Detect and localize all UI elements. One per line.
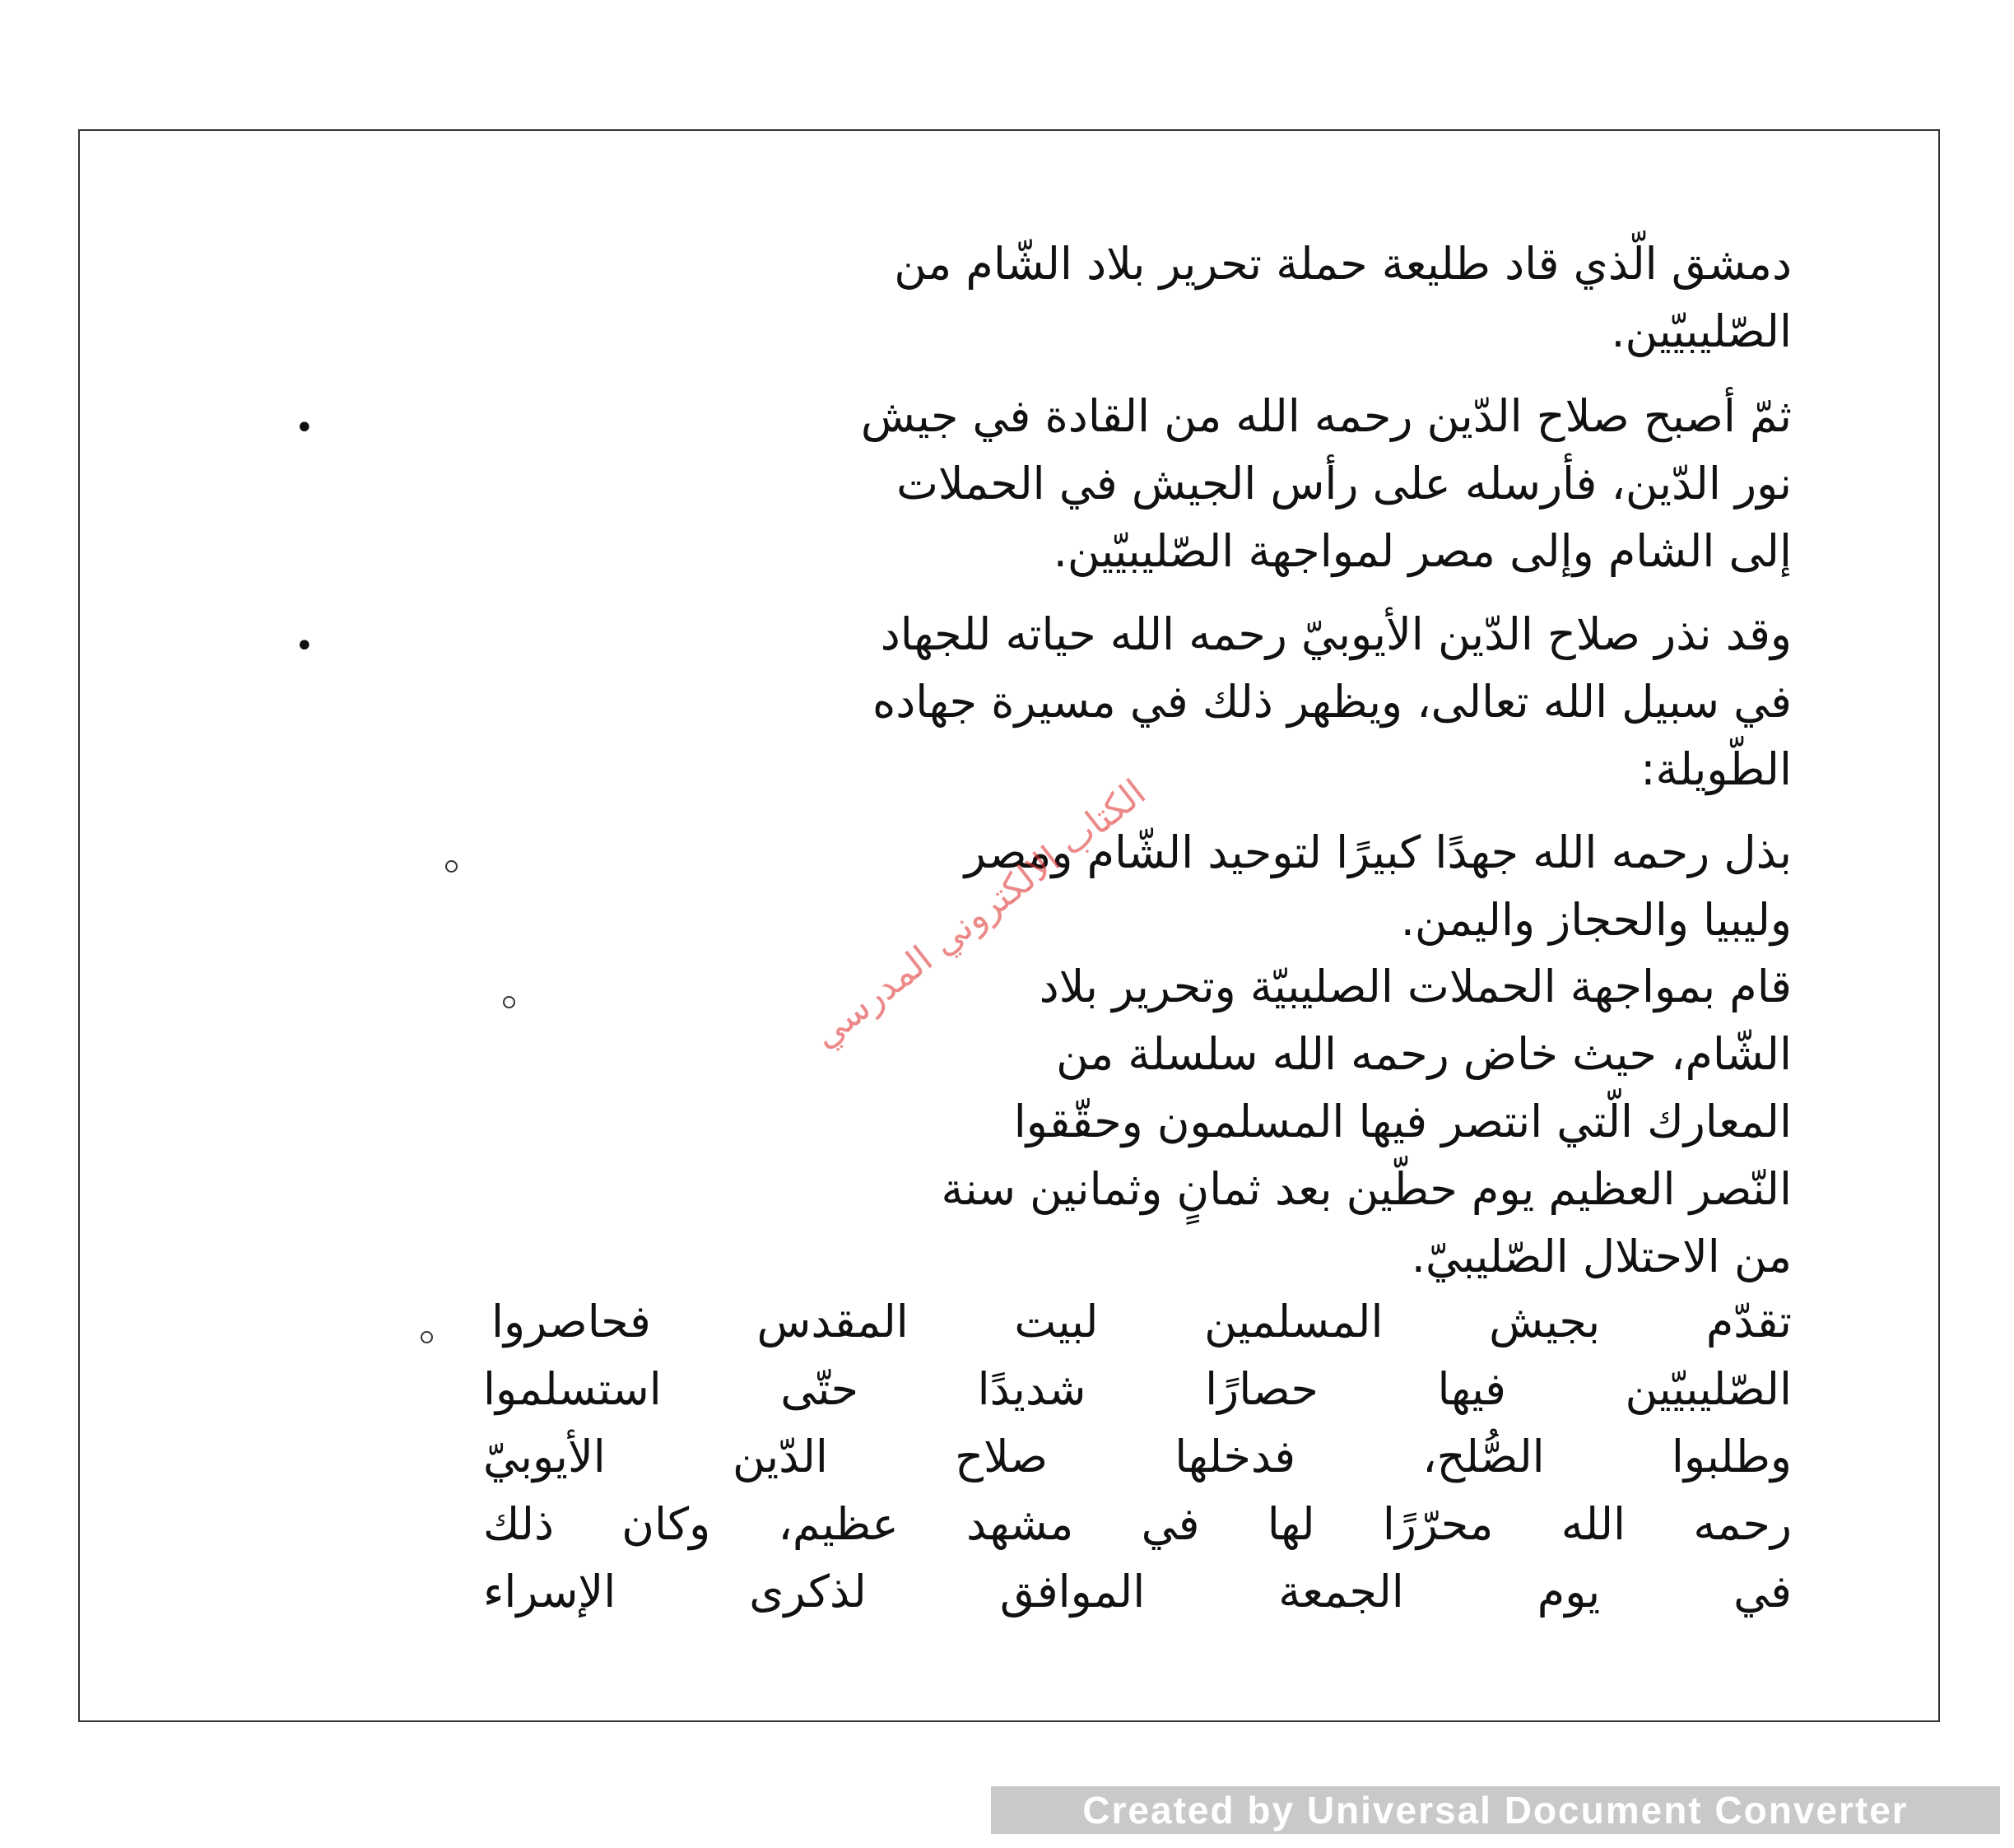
text-line: الشّام، حيث خاض رحمه الله سلسلة من: [1056, 1028, 1792, 1080]
sub-bullet-icon: [503, 996, 515, 1008]
text-line: وليبيا والحجاز واليمن.: [1400, 894, 1792, 946]
paragraph-intro: [450, 230, 1792, 365]
watermark-stamp: الكتاب الالكتروني المدرسي: [805, 771, 1154, 1057]
bullet-point: •: [295, 409, 314, 447]
sub-bullet-icon: [421, 1331, 433, 1343]
text-line: الصّليبيّين فيها حصارًا شديدًا حتّى استسلموا: [483, 1363, 1792, 1415]
text-line: رحمه الله محرّرًا لها في مشهد عظيم، وكان ذلك: [483, 1498, 1792, 1550]
text-line: الطّويلة:: [1640, 743, 1792, 795]
text-line: وطلبوا الصُّلح، فدخلها صلاح الدّين الأيوبيّ: [483, 1431, 1792, 1483]
sub-bullet-icon: [445, 860, 458, 873]
subitem-unification: [524, 819, 1792, 954]
subitem-hattin: [582, 953, 1792, 1291]
text-line: من الاحتلال الصّليبيّ.: [1411, 1231, 1792, 1282]
text-line: النّصر العظيم يوم حطّين بعد ثمانٍ وثمانين سنة: [941, 1163, 1792, 1215]
text-line: الصّليبيّين.: [1611, 305, 1792, 357]
subitem-jerusalem: [483, 1288, 1792, 1626]
text-line: في سبيل الله تعالى، ويظهر ذلك في مسيرة جهاده: [872, 676, 1792, 728]
paragraph-leadership: [393, 383, 1792, 585]
text-line: في يوم الجمعة الموافق لذكرى الإسراء: [483, 1566, 1792, 1618]
text-line: نور الدّين، فأرسله على رأس الجيش في الحملات: [896, 458, 1792, 510]
text-line: وقد نذر صلاح الدّين الأيوبيّ رحمه الله حياته للجهاد: [880, 608, 1792, 660]
bullet-point: •: [295, 627, 314, 665]
text-line: دمشق الّذي قاد طليعة حملة تحرير بلاد الشّام من: [894, 238, 1792, 290]
converter-footer-banner: Created by Universal Document Converter: [991, 1786, 2000, 1834]
paragraph-jihad: [368, 601, 1792, 803]
text-line: بذل رحمه الله جهدًا كبيرًا لتوحيد الشّام ومصر: [964, 826, 1792, 878]
text-line: المعارك الّتي انتصر فيها المسلمون وحقّقوا: [1013, 1096, 1792, 1147]
text-line: قام بمواجهة الحملات الصليبيّة وتحرير بلاد: [1039, 961, 1792, 1012]
text-line: ثمّ أصبح صلاح الدّين رحمه الله من القادة في جيش: [860, 390, 1792, 442]
text-line: إلى الشام وإلى مصر لمواجهة الصّليبيّين.: [1053, 525, 1792, 577]
text-line: تقدّم بجيش المسلمين لبيت المقدس فحاصروا: [491, 1296, 1792, 1348]
